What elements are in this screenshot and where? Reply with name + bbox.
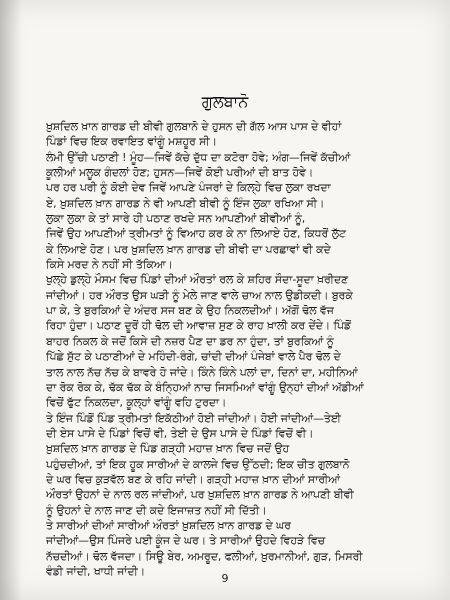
text-line: ਜਾਂਦੀਆਂ। ਹਰ ਔਰਤ ਉਸ ਘੜੀ ਨੂੰ ਮੇਲੇ ਜਾਣ ਵਾਲੇ ਚਾਅ ਨਾਲ ਉਡੀਕਦੀ। ਬੁਰਕੇ (46, 288, 353, 302)
text-line: ਔਰਤਾਂ ਉਹਨਾਂ ਦੇ ਨਾਲ ਰਲ ਜਾਂਦੀਆਂ, ਪਰ ਖ਼ੁਸ਼ਦਿਲ ਖ਼ਾਨ ਗਾਰਡ ਨੇ ਆਪਣੀ ਬੀਵੀ (46, 488, 354, 502)
text-line: ਦਾ ਰੋਕ ਰੋਕ ਕੇ, ਢੱਕ ਢੱਕ ਕੇ ਬੰਨ੍ਹਿਆਂ ਨਾਚ ਜਿਸਮਿਆਂ ਵਾਂਗੂੰ ਉਨ੍ਹਾਂ ਦੀਆਂ ਅੱਡੀਆਂ (46, 380, 364, 394)
text-line: ਵਿਚੋਂ ਫੁੱਟ ਨਿਕਲਦਾ, ਕੂਲ੍ਹਾਂ ਵਾਂਗੂੰ ਵਹਿ ਟੁਰਦਾ। (46, 396, 227, 410)
text-line: ਲੰਮੀ ਉੱਚੀ ਪਠਾਣੀ ! ਮੂੰਹ—ਜਿਵੇਂ ਕੱਚੇ ਦੁੱਧ ਦਾ ਕਟੋਰਾ ਹੋਵੇ; ਅੰਗ—ਜਿਵੇਂ ਕੱਚੀਆਂ (46, 150, 351, 164)
text-line: ਏ, ਖ਼ੁਸ਼ਦਿਲ ਖ਼ਾਨ ਗਾਰਡ ਨੇ ਵੀ ਆਪਣੀ ਬੀਵੀ ਨੂੰ ਇੰਜ ਲੁਕਾ ਰਖਿਆ ਸੀ। (46, 196, 325, 210)
text-line: ਪਿੱਛੇ ਸੁੱਟ ਕੇ ਪਠਾਣੀਆਂ ਦੇ ਮਹਿੰਦੀ-ਰੰਗੇ, ਚਾਂਦੀ ਦੀਆਂ ਪੰਜੇਬਾਂ ਵਾਲੇ ਪੈਰ ਢੋਲ ਦੇ (46, 350, 341, 364)
text-line: ਪਰ ਹਰ ਪਰੀ ਨੂੰ ਕੋਈ ਦੇਵ ਜਿਵੇਂ ਆਪਣੇ ਪੰਜਰਾਂ ਦੇ ਕਿਲ੍ਹੇ ਵਿਚ ਲੁਕਾ ਰਖਦਾ (46, 181, 331, 195)
text-line: ਬਾਹਰ ਨਿਕਲ ਕੇ ਜਦੋਂ ਕਿਸੇ ਦੀ ਨਜ਼ਰ ਪੈਣ ਦਾ ਡਰ ਨਾ ਹੁੰਦਾ, ਤਾਂ ਬੁਰਕਿਆਂ ਨੂੰ (46, 334, 334, 348)
text-line: ਦੇ ਘਰ ਵਿਚ ਕੁੜਵੱਲ ਬਣ ਕੇ ਰਹਿ ਜਾਂਦੀ। ਗੜ੍ਹੀ ਮਹਾਜ਼ ਖ਼ਾਨ ਦੀਆਂ ਸਾਰੀਆਂ (46, 472, 340, 486)
text-line: ਕੇ ਲਿਆਏ ਹੋਣ। ਪਰ ਖ਼ੁਸ਼ਦਿਲ ਖ਼ਾਨ ਗਾਰਡ ਦੀ ਬੀਵੀ ਦਾ ਪਰਛਾਵਾਂ ਵੀ ਕਦੇ (46, 242, 331, 256)
page-number: 9 (221, 572, 229, 585)
text-line: ਖੁਲ੍ਹੇ ਡੁਲ੍ਹੇ ਮੌਸਮ ਵਿਚ ਪਿੰਡਾਂ ਦੀਆਂ ਔਰਤਾਂ ਰਲ ਕੇ ਸ਼ਹਿਰ ਸੌਦਾ-ਸੂਦਾ ਖ਼ਰੀਦਣ (46, 273, 349, 287)
text-line: ਖ਼ੁਸ਼ਦਿਲ ਖ਼ਾਨ ਗਾਰਡ ਦੀ ਬੀਵੀ ਗੁਲਬਾਨੋ ਦੇ ਹੁਸਨ ਦੀ ਗੱਲ ਆਸ ਪਾਸ ਦੇ ਵੀਹਾਂ (46, 120, 342, 133)
text-line: ਰਿਹਾ ਹੁੰਦਾ। ਪਠਾਣ ਦੂਰੋਂ ਹੀ ਢੋਲ ਦੀ ਆਵਾਜ਼ ਸੁਣ ਕੇ ਰਾਹ ਖ਼ਾਲੀ ਕਰ ਦੇਂਦੇ। ਪਿੰਡੋਂ (46, 319, 351, 333)
text-line: ਤੇ ਸਾਰੀਆਂ ਦੀਆਂ ਸਾਰੀਆਂ ਔਰਤਾਂ ਖ਼ੁਸ਼ਦਿਲ ਖ਼ਾਨ ਗਾਰਡ ਦੇ ਘਰ (46, 518, 291, 532)
text-line: ਤਾਲ ਨਾਲ ਨੱਚ ਨੱਚ ਕੇ ਬਾਵਰੇ ਹੋ ਜਾਂਦੇ। ਕਿੰਨੇ ਕਿੰਨੇ ਪਲਾਂ ਦਾ, ਦਿਨਾਂ ਦਾ, ਮਹੀਨਿਆਂ (46, 365, 358, 379)
text-line: ਕਿਸੇ ਮਰਦ ਨੇ ਨਹੀਂ ਸੀ ਤੱਕਿਆ। (46, 258, 173, 272)
text-line: ਖ਼ੁਸ਼ਦਿਲ ਖ਼ਾਨ ਗਾਰਡ ਦੇ ਪਿੰਡ ਗੜ੍ਹੀ ਮਹਾਜ਼ ਖ਼ਾਨ ਵਿਚ ਜਦੋਂ ਉਹ (46, 442, 290, 456)
text-line: ਵੰਡੀ ਜਾਂਦੀ, ਖਾਧੀ ਜਾਂਦੀ। (46, 564, 146, 578)
text-line: ਲੁਕਾ ਲੁਕਾ ਕੇ ਤਾਂ ਸਾਰੇ ਹੀ ਪਠਾਣ ਰਖਦੇ ਸਨ ਆਪਣੀਆਂ ਬੀਵੀਆਂ ਨੂੰ, (46, 212, 306, 226)
body-text (46, 119, 402, 579)
text-line: ਦੀ ਏਸ ਪਾਸੇ ਦੇ ਪਿੰਡਾਂ ਵਿਚੋਂ ਵੀ, ਤੇਈ ਦੇ ਉਸ ਪਾਸੇ ਦੇ ਪਿੰਡਾਂ ਵਿਚੋਂ ਵੀ। (46, 426, 314, 440)
text-line: ਨੂੰ ਉਹਨਾਂ ਦੇ ਨਾਲ ਜਾਣ ਦੀ ਕਦੇ ਇਜਾਜ਼ਤ ਨਹੀਂ ਸੀ ਦਿੱਤੀ। (46, 503, 267, 517)
text-line: ਪਾ ਕੇ, ਤੇ ਬੁਰਕਿਆਂ ਦੇ ਅੰਦਰ ਸਜ ਬਣ ਕੇ ਉਹ ਨਿਕਲਦੀਆਂ। ਅੱਗੋਂ ਢੋਲ ਵੱਜ (46, 304, 334, 318)
text-line: ਜਾਂਦੀਆਂ—ਉਸ ਪਿੰਜਰੇ ਪਈ ਕੂੰਜ ਦੇ ਘਰ। ਤੇ ਸਾਰੀਆਂ ਉਹਦੇ ਵਿਹੜੇ ਵਿਚ (46, 534, 326, 548)
text-line: ਕੂਲੀਆਂ ਮਲੂਕ ਗੰਦਲਾਂ ਹੋਣ; ਹੁਸਨ—ਜਿਵੇਂ ਕੋਈ ਪਰੀਆਂ ਦੀ ਬਾਤ ਹੋਵੇ। (46, 166, 314, 180)
text-line: ਜਿਵੇਂ ਉਹ ਆਪਣੀਆਂ ਤ੍ਰੀਮਤਾਂ ਨੂੰ ਵਿਆਹ ਕਰ ਕੇ ਨਾ ਲਿਆਏ ਹੋਣ, ਕਿਧਰੋਂ ਲੁੱਟ (46, 227, 346, 241)
text-line: ਨੱਚਦੀਆਂ। ਢੋਲ ਵੱਜਦਾ। ਸਿਊ ਬੇਰ, ਅਮਰੂਦ, ਫਲੀਆਂ, ਖ਼ੁਰਮਾਨੀਆਂ, ਗੁੜ, ਮਿਸਰੀ (46, 549, 363, 563)
chapter-title: ਗੁਲਬਾਨੋ (201, 92, 249, 111)
text-line: ਤੇ ਇੰਜ ਪਿੰਡੋਂ ਪਿੰਡ ਤ੍ਰੀਮਤਾਂ ਇਕੱਠੀਆਂ ਹੋਈ ਜਾਂਦੀਆਂ। ਹੋਈ ਜਾਂਦੀਆਂ—ਤੇਈ (46, 411, 341, 425)
text-line: ਪਿੰਡਾਂ ਵਿਚ ਇਕ ਰਵਾਇਤ ਵਾਂਗੂੰ ਮਸ਼ਹੂਰ ਸੀ। (46, 135, 217, 149)
text-line: ਪਹੁੰਚਦੀਆਂ, ਤਾਂ ਇਕ ਹੂਕ ਸਾਰੀਆਂ ਦੇ ਕਾਲਜੇ ਵਿਚ ਉੱਠਦੀ; ਇਕ ਚੀਤ ਗੁਲਬਾਨੋ (46, 457, 350, 471)
